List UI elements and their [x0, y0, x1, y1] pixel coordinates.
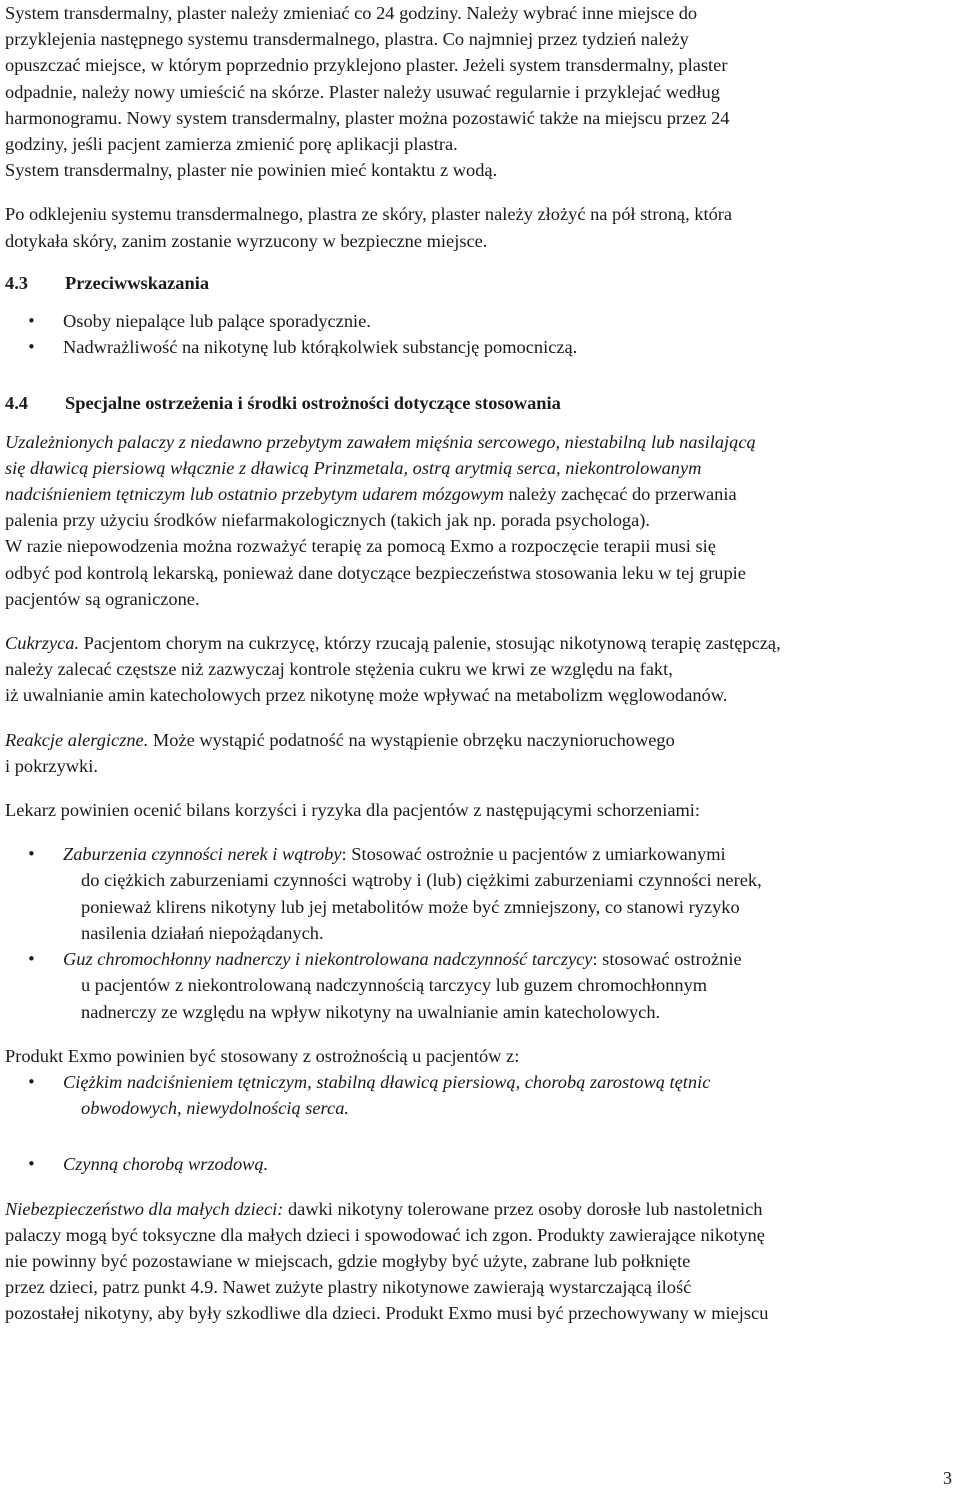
children-line — [5, 1196, 955, 1222]
children-line: palaczy mogą być toksyczne dla małych dzieci i spowodować ich zgon. Produkty zawierające nikotynę — [5, 1224, 765, 1245]
disposal-line: dotykała skóry, zanim zostanie wyrzucony w bezpieczne miejsce. — [5, 230, 488, 251]
document-page — [5, 0, 955, 1327]
intro-line: odpadnie, należy nowy umieścić na skórze. Plaster należy usuwać regularnie i przyklejać według — [5, 81, 720, 102]
section-title: Specjalne ostrzeżenia i środki ostrożności dotyczące stosowania — [65, 393, 561, 414]
warnings-text: należy zachęcać do przerwania — [503, 484, 737, 505]
section-number: 4.4 — [5, 393, 28, 414]
intro-line: godziny, jeśli pacjent zamierza zmienić porę aplikacji plastra. — [5, 134, 458, 155]
diabetes-line — [5, 630, 955, 656]
intro-line: System transdermalny, plaster nie powinien mieć kontaktu z wodą. — [5, 160, 498, 181]
allergy-line — [5, 727, 955, 753]
conditions-list — [5, 841, 955, 1024]
assessment-paragraph: Lekarz powinien ocenić bilans korzyści i ryzyka dla pacjentów z następującymi schorzeniami: — [5, 800, 701, 821]
spacer — [5, 709, 955, 727]
diabetes-line: należy zalecać częstsze niż zazwyczaj kontrole stężenia cukru we krwi ze względu na fakt, — [5, 659, 673, 680]
intro-line: System transdermalny, plaster należy zmieniać co 24 godziny. Należy wybrać inne miejsce do — [5, 3, 698, 23]
page-number: 3 — [943, 1467, 952, 1488]
spacer — [5, 1178, 955, 1196]
children-label: Niebezpieczeństwo dla małych dzieci: — [5, 1198, 284, 1219]
caution-intro: Produkt Exmo powinien być stosowany z ostrożnością u pacjentów z: — [5, 1045, 520, 1066]
warnings-line: Uzależnionych palaczy z niedawno przebytym zawałem mięśnia sercowego, niestabilną lub nasilającą — [5, 431, 756, 452]
condition-line — [63, 841, 955, 867]
section-heading-4-4 — [5, 390, 955, 416]
intro-line: harmonogramu. Nowy system transdermalny, plaster można pozostawić także na miejscu przez 24 — [5, 107, 730, 128]
condition-text: : stosować ostrożnie — [592, 949, 742, 970]
diabetes-paragraph — [5, 630, 955, 709]
condition-label: Zaburzenia czynności nerek i wątroby — [63, 844, 342, 865]
diabetes-label: Cukrzyca. — [5, 633, 80, 654]
disposal-paragraph — [5, 201, 955, 253]
warnings-line: się dławicą piersiową włącznie z dławicą Prinzmetala, ostrą arytmią serca, niekontrolowanym — [5, 457, 702, 478]
condition-line: nadnerczy ze względu na wpływ nikotyny na uwalnianie amin katecholowych. — [81, 1001, 661, 1022]
allergy-line: i pokrzywki. — [5, 755, 98, 776]
intro-line: opuszczać miejsce, w którym poprzednio przyklejono plaster. Jeżeli system transdermalny, plaster — [5, 55, 728, 76]
spacer — [5, 823, 955, 841]
list-item: • Nadwrażliwość na nikotynę lub którąkolwiek substancję pomocniczą. — [5, 334, 955, 360]
spacer — [5, 1025, 955, 1043]
diabetes-line: iż uwalnianie amin katecholowych przez nikotynę może wpływać na metabolizm węglowodanów. — [5, 685, 728, 706]
contraindications-list — [5, 308, 955, 360]
children-paragraph — [5, 1196, 955, 1327]
allergy-paragraph — [5, 727, 955, 779]
caution-line: obwodowych, niewydolnością serca. — [81, 1098, 349, 1119]
warnings-paragraph — [5, 429, 955, 612]
allergy-label: Reakcje alergiczne. — [5, 729, 149, 750]
children-line: przez dzieci, patrz punkt 4.9. Nawet zużyte plastry nikotynowe zawierają wystarczającą ilość — [5, 1277, 692, 1298]
disposal-line: Po odklejeniu systemu transdermalnego, plastra ze skóry, plaster należy złożyć na pół stroną, która — [5, 204, 733, 225]
warnings-line: palenia przy użyciu środków niefarmakologicznych (takich jak np. porada psychologa). — [5, 510, 650, 531]
section-number: 4.3 — [5, 272, 28, 293]
list-item — [5, 1069, 955, 1121]
warnings-italic: nadciśnieniem tętniczym lub ostatnio przebytym udarem mózgowym — [5, 484, 504, 505]
condition-label: Guz chromochłonny nadnerczy i niekontrolowana nadczynność tarczycy — [63, 949, 593, 970]
spacer — [5, 779, 955, 797]
allergy-text: Może wystąpić podatność na wystąpienie obrzęku naczynioruchowego — [148, 729, 675, 750]
spacer — [5, 612, 955, 630]
diabetes-text: Pacjentom chorym na cukrzycę, którzy rzucają palenie, stosując nikotynową terapię zastępczą, — [79, 633, 781, 654]
list-item — [5, 841, 955, 946]
warnings-line: odbyć pod kontrolą lekarską, ponieważ dane dotyczące bezpieczeństwa stosowania leku w tej grupie — [5, 562, 746, 583]
caution-list — [5, 1069, 955, 1178]
spacer — [5, 360, 955, 374]
list-item: • Osoby niepalące lub palące sporadycznie. — [5, 308, 955, 334]
children-line: nie powinny być pozostawiane w miejscach, gdzie mogłyby być użyte, zabrane lub połknięte — [5, 1250, 691, 1271]
list-item — [5, 946, 955, 1025]
warnings-line: pacjentów są ograniczone. — [5, 588, 200, 609]
intro-line: przyklejenia następnego systemu transdermalnego, plastra. Co najmniej przez tydzień należy — [5, 29, 689, 50]
children-line: pozostałej nikotyny, aby były szkodliwe dla dzieci. Produkt Exmo musi być przechowywany w miejscu — [5, 1303, 769, 1324]
warnings-line: W razie niepowodzenia można rozważyć terapię za pomocą Exmo a rozpoczęcie terapii musi się — [5, 536, 716, 557]
condition-line: ponieważ klirens nikotyny lub jej metabolitów może być zmniejszony, co stanowi ryzyko — [81, 896, 740, 917]
spacer — [5, 296, 955, 308]
condition-text: : Stosować ostrożnie u pacjentów z umiarkowanymi — [341, 844, 726, 865]
warnings-line — [5, 481, 955, 507]
children-text: dawki nikotyny tolerowane przez osoby dorosłe lub nastoletnich — [283, 1198, 763, 1219]
list-item — [5, 1151, 955, 1177]
section-title: Przeciwwskazania — [65, 272, 210, 293]
spacer — [5, 183, 955, 201]
condition-line: u pacjentów z niekontrolowaną nadczynnością tarczycy lub guzem chromochłonnym — [81, 975, 708, 996]
section-heading-4-3 — [5, 270, 955, 296]
condition-line: nasilenia działań niepożądanych. — [81, 922, 324, 943]
condition-line: do ciężkich zaburzeniami czynności wątroby i (lub) ciężkimi zaburzeniami czynności nerek, — [81, 870, 762, 891]
caution-line: • Ciężkim nadciśnieniem tętniczym, stabilną dławicą piersiową, chorobą zarostową tętnic — [63, 1071, 711, 1092]
condition-line — [63, 946, 955, 972]
intro-paragraph — [5, 0, 955, 183]
spacer — [5, 417, 955, 429]
caution-line: • Czynną chorobą wrzodową. — [63, 1154, 269, 1175]
